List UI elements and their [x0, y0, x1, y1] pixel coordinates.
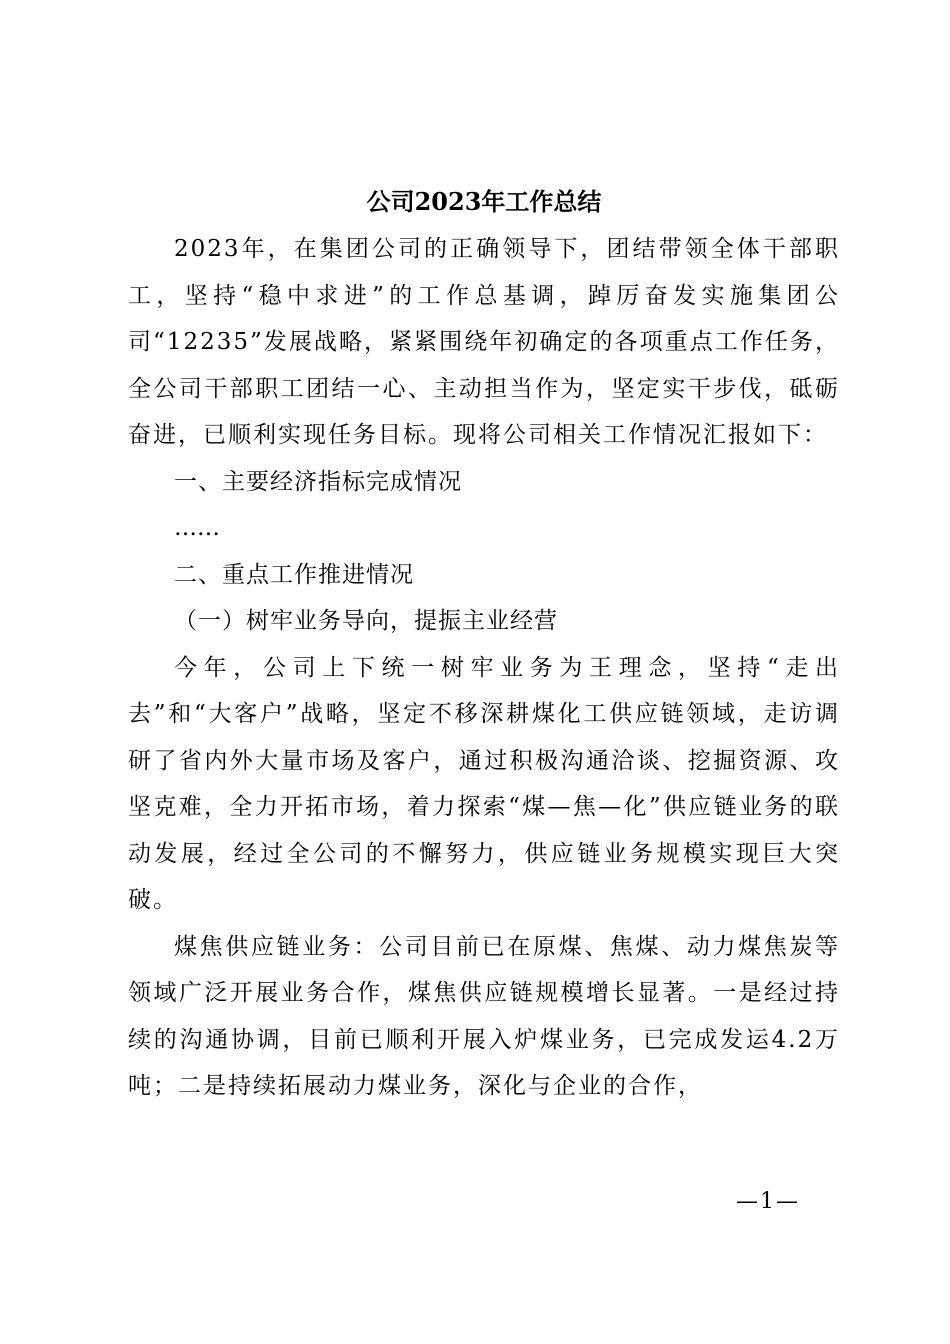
subsection-1-heading: （一）树牢业务导向，提振主业经营	[174, 608, 558, 634]
section-1-heading: 一、主要经济指标完成情况	[174, 468, 462, 495]
section-1-ellipsis: ……	[174, 515, 220, 541]
document-body	[128, 180, 840, 1110]
subsection-1-paragraph-2: 煤焦供应链业务：公司目前已在原煤、焦煤、动力煤焦炭等领域广泛开展业务合作，煤焦供应链规模增长显著。一是经过持续的沟通协调，目前已顺利开展入炉煤业务，已完成发运4.2万吨；二是持续拓展动力煤业务，深化与企业的合作，	[128, 933, 840, 1099]
intro-paragraph: 2023年，在集团公司的正确领导下，团结带领全体干部职工，坚持“稳中求进”的工作总基调，踔厉奋发实施集团公司“12235”发展战略，紧紧围绕年初确定的各项重点工作任务，全公司干部职工团结一心、主动担当作为，坚定实干步伐，砥砺奋进，已顺利实现任务目标。现将公司相关工作情况汇报如下：	[128, 236, 840, 448]
page-number: —1—	[736, 1189, 800, 1214]
subsection-1-paragraph-1: 今年，公司上下统一树牢业务为王理念，坚持“走出去”和“大客户”战略，坚定不移深耕煤化工供应链领域，走访调研了省内外大量市场及客户，通过积极沟通洽谈、挖掘资源、攻坚克难，全力开拓市场，着力探索“煤—焦—化”供应链业务的联动发展，经过全公司的不懈努力，供应链业务规模实现巨大突破。	[128, 654, 840, 913]
section-2-heading: 二、重点工作推进情况	[174, 561, 414, 588]
document-title: 公司2023年工作总结	[366, 187, 602, 216]
